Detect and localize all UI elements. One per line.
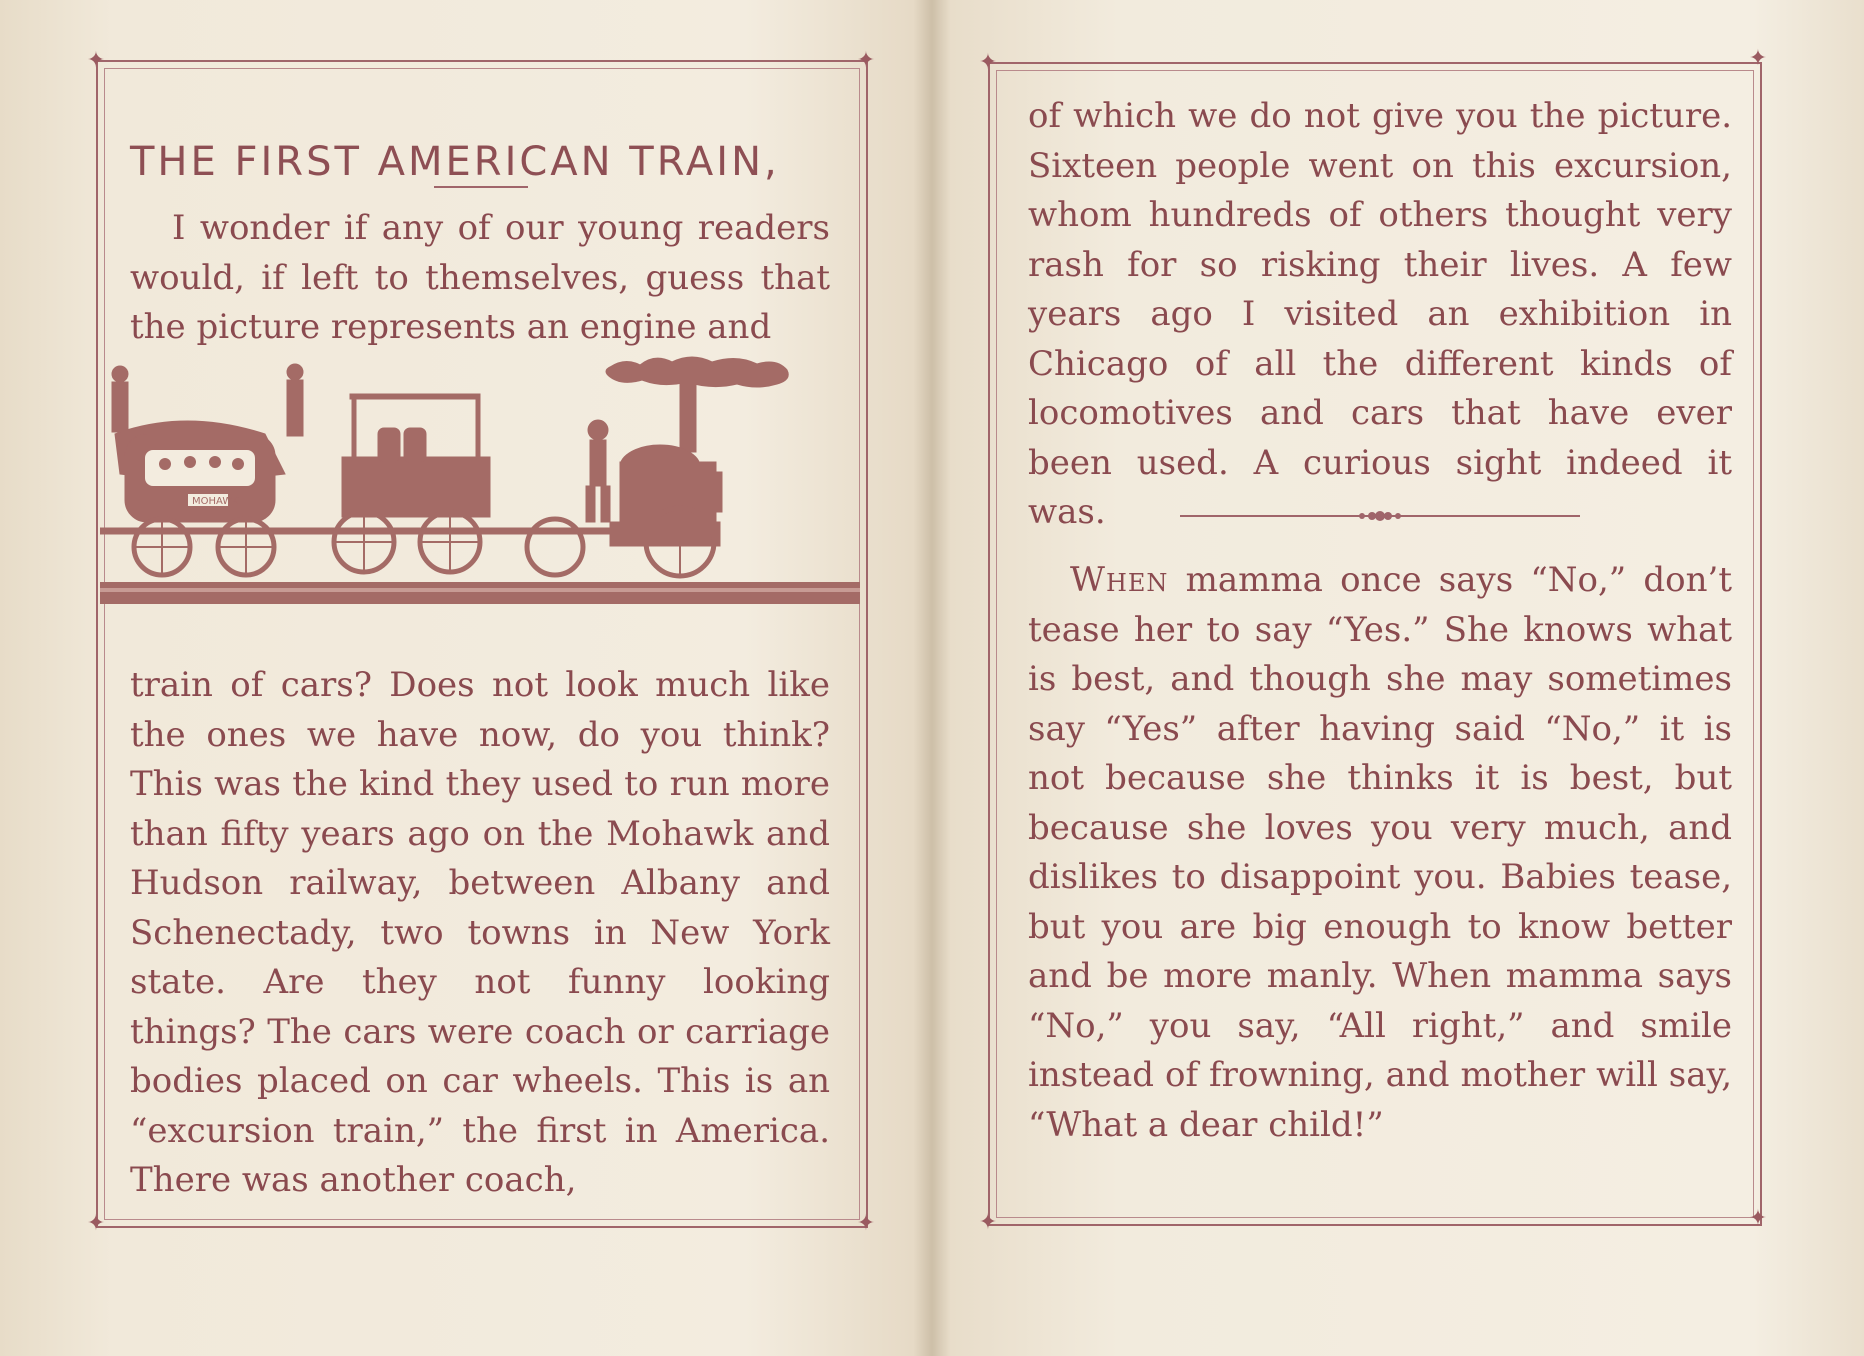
left-paragraph-top-text: I wonder if any of our young readers would, if left to themselves, guess that the picture represents an engine and: [130, 208, 830, 347]
page-title: THE FIRST AMERICAN TRAIN,: [130, 138, 780, 185]
right-page: [930, 0, 1864, 1356]
ornament-corner-icon: ✦: [978, 1210, 998, 1235]
left-page: [0, 0, 930, 1356]
ornament-corner-icon: ✦: [856, 48, 876, 73]
right-paragraph-bottom: [1028, 556, 1732, 1206]
coach-label: MOHAWK: [192, 496, 239, 507]
title-divider: [434, 186, 528, 188]
ornament-corner-icon: ✦: [86, 1211, 106, 1236]
paragraph-body: mamma once says “No,” don’t tease her to say “Yes.” She knows what is best, and though she may sometimes say “Yes” after having said “No,” it is not because she thinks it is best, but because she loves you very much, and dislikes to disappoint you. Babies tease, but you are big enough to know better and be more manly. When mamma says “No,” you say, “All right,” and smile instead of frowning, and mother will say, “What a dear child!”: [1028, 560, 1732, 1145]
right-paragraph-top: [1028, 92, 1732, 532]
left-paragraph-top: [130, 204, 830, 354]
left-paragraph-bottom-text: train of cars? Does not look much like the ones we have now, do you think? This was the kind they used to run more than fifty years ago on the Mohawk and Hudson railway, between Albany and Schenectady, two towns in New York state. Are they not funny looking things? The cars were coach or carriage bodies placed on car wheels. This is an “excursion train,” the first in America. There was another coach,: [130, 665, 830, 1200]
ornament-corner-icon: ✦: [856, 1211, 876, 1236]
left-paragraph-bottom: [130, 661, 830, 1201]
right-paragraph-bottom-text: [1028, 556, 1732, 1150]
paragraph-lead-word: When: [1070, 560, 1169, 600]
section-divider: [1180, 508, 1580, 524]
train-illustration: [100, 352, 860, 647]
ornament-corner-icon: ✦: [86, 48, 106, 73]
ornament-corner-icon: ✦: [978, 50, 998, 75]
ornament-corner-icon: ✦: [1748, 46, 1768, 71]
ornament-corner-icon: ✦: [1748, 1206, 1768, 1231]
right-paragraph-top-text: of which we do not give you the picture. Sixteen people went on this excursion, whom hundreds of others thought very rash for so risking their lives. A few years ago I visited an exhibition in Chicago of all the different kinds of locomotives and cars that have ever been used. A curious sight indeed it was.: [1028, 96, 1732, 532]
